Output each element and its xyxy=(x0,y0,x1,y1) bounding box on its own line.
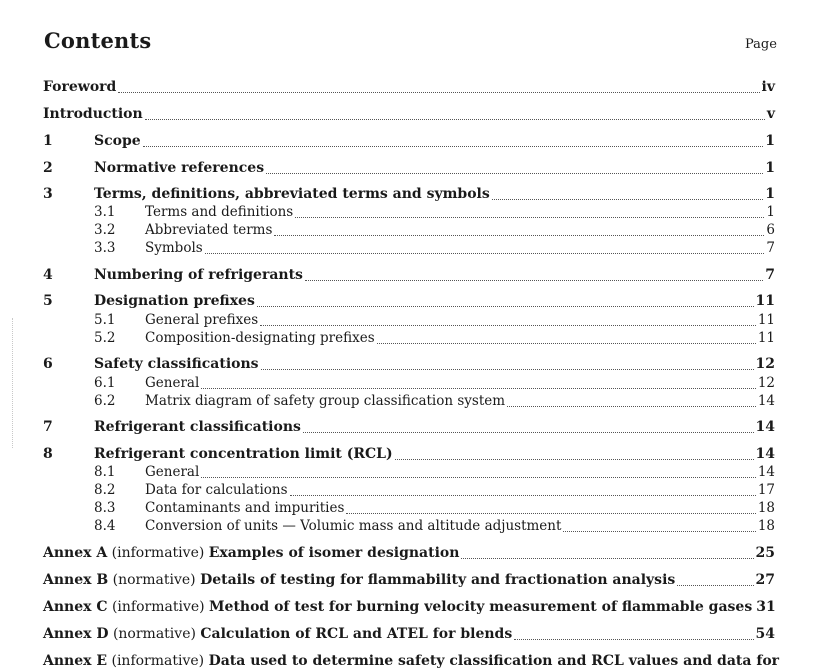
leader-dots xyxy=(303,431,754,433)
leader-dots xyxy=(507,405,756,407)
leader-dots xyxy=(395,458,754,460)
toc-entry-number: 8.4 xyxy=(94,518,116,534)
toc-annex-e[interactable] xyxy=(43,653,780,671)
toc-entry-page: 18 xyxy=(757,518,775,534)
toc-entry-page: 11 xyxy=(757,330,775,346)
leader-dots xyxy=(295,216,764,218)
toc-entry[interactable] xyxy=(43,446,775,464)
toc-entry-number: 6.2 xyxy=(94,393,116,409)
toc-subentry[interactable] xyxy=(43,375,775,393)
toc-entry-title: Safety classifications xyxy=(94,356,259,372)
toc-entry[interactable] xyxy=(43,133,775,151)
leader-dots xyxy=(201,476,756,478)
leader-dots xyxy=(143,145,764,147)
toc-entry-title: Scope xyxy=(94,133,141,149)
toc-entry-number: 8.2 xyxy=(94,482,116,498)
margin-mark xyxy=(12,318,15,448)
leader-dots xyxy=(145,118,765,120)
toc-entry-title: Conversion of units — Volumic mass and altitude adjustment xyxy=(145,518,562,534)
leader-dots xyxy=(261,368,754,370)
leader-dots xyxy=(201,387,756,389)
toc-entry-page: 12 xyxy=(755,356,775,372)
toc-entry[interactable] xyxy=(43,293,775,311)
toc-subentry[interactable] xyxy=(43,204,775,222)
leader-dots xyxy=(677,584,753,586)
toc-entry-number: 7 xyxy=(43,419,53,435)
toc-entry-title: Foreword xyxy=(43,79,117,95)
toc-entry-title: Contaminants and impurities xyxy=(145,500,345,516)
leader-dots xyxy=(492,198,764,200)
toc-entry-page: v xyxy=(766,106,775,122)
leader-dots xyxy=(260,324,756,326)
toc-entry-page: 54 xyxy=(755,626,775,642)
toc-subentry[interactable] xyxy=(43,240,775,258)
toc-entry-number: 2 xyxy=(43,160,53,176)
toc-entry-title: Data for calculations xyxy=(145,482,288,498)
annex-kind: (informative) xyxy=(111,599,205,615)
toc-entry-title: Introduction xyxy=(43,106,143,122)
toc-entry-title: Normative references xyxy=(94,160,265,176)
toc-entry-number: 8.3 xyxy=(94,500,116,516)
toc-entry-title: Abbreviated terms xyxy=(145,222,273,238)
toc-annex-c[interactable] xyxy=(43,599,775,617)
toc-entry-page: 1 xyxy=(765,133,775,149)
toc-entry-title: Numbering of refrigerants xyxy=(94,267,303,283)
toc-subentry[interactable] xyxy=(43,482,775,500)
toc-entry-page: 11 xyxy=(755,293,775,309)
annex-label: Annex A xyxy=(43,545,108,561)
annex-label: Annex E xyxy=(43,653,108,669)
annex-label: Annex B xyxy=(43,572,109,588)
annex-title: Examples of isomer designation xyxy=(208,545,460,561)
leader-dots xyxy=(257,305,754,307)
toc-entry-title: Refrigerant classifications xyxy=(94,419,301,435)
toc-entry-number: 3.1 xyxy=(94,204,116,220)
toc-entry-number: 4 xyxy=(43,267,53,283)
toc-entry-title: Designation prefixes xyxy=(94,293,255,309)
toc-entry-number: 1 xyxy=(43,133,53,149)
toc-entry-page: 7 xyxy=(765,267,775,283)
toc-entry-number: 8.1 xyxy=(94,464,116,480)
toc-entry-title: Composition-designating prefixes xyxy=(145,330,375,346)
toc-entry-page: 31 xyxy=(756,599,776,615)
toc-entry[interactable] xyxy=(43,186,775,204)
toc-entry-title: Refrigerant concentration limit (RCL) xyxy=(94,446,393,462)
toc-entry[interactable] xyxy=(43,267,775,285)
toc-entry-foreword[interactable] xyxy=(43,79,775,97)
toc-entry-number: 6.1 xyxy=(94,375,116,391)
toc-entry-number: 5.1 xyxy=(94,312,116,328)
toc-entry-number: 6 xyxy=(43,356,53,372)
toc-entry[interactable] xyxy=(43,160,775,178)
leader-dots xyxy=(205,252,765,254)
leader-dots xyxy=(461,557,753,559)
toc-entry-page: 12 xyxy=(757,375,775,391)
annex-kind: (normative) xyxy=(112,572,196,588)
leader-dots xyxy=(118,91,759,93)
toc-entry[interactable] xyxy=(43,419,775,437)
page-column-label: Page xyxy=(745,37,777,52)
leader-dots xyxy=(514,638,753,640)
toc-subentry[interactable] xyxy=(43,393,775,411)
leader-dots xyxy=(274,234,764,236)
toc-entry-number: 3.2 xyxy=(94,222,116,238)
toc-entry-page: 14 xyxy=(755,419,775,435)
toc-entry-introduction[interactable] xyxy=(43,106,775,124)
toc-entry-title: General xyxy=(145,464,200,480)
toc-entry-page: 14 xyxy=(757,464,775,480)
annex-title: Calculation of RCL and ATEL for blends xyxy=(200,626,513,642)
toc-entry-number: 3 xyxy=(43,186,53,202)
toc-subentry[interactable] xyxy=(43,518,775,536)
leader-dots xyxy=(266,172,763,174)
toc-entry-page: 6 xyxy=(766,222,775,238)
toc-subentry[interactable] xyxy=(43,500,775,518)
toc-entry-page: 1 xyxy=(765,160,775,176)
toc-entry-number: 5 xyxy=(43,293,53,309)
toc-entry-page: 1 xyxy=(765,186,775,202)
annex-title: Details of testing for flammability and fractionation analysis xyxy=(200,572,676,588)
toc-entry-number: 5.2 xyxy=(94,330,116,346)
toc-subentry[interactable] xyxy=(43,464,775,482)
page-title: Contents xyxy=(44,28,152,53)
toc-entry-page: 17 xyxy=(757,482,775,498)
toc-subentry[interactable] xyxy=(43,222,775,240)
toc-subentry[interactable] xyxy=(43,312,775,330)
leader-dots xyxy=(563,530,755,532)
toc-entry-page: 1 xyxy=(766,204,775,220)
toc-entry-page: 11 xyxy=(757,312,775,328)
toc-annex-d[interactable] xyxy=(43,626,775,644)
leader-dots xyxy=(290,494,756,496)
annex-kind: (normative) xyxy=(112,626,196,642)
toc-subentry[interactable] xyxy=(43,330,775,348)
toc-entry-page: 18 xyxy=(757,500,775,516)
annex-kind: (informative) xyxy=(111,653,205,669)
annex-title: Data used to determine safety classification and RCL values and data for xyxy=(208,653,780,669)
toc-entry-title: General xyxy=(145,375,200,391)
leader-dots xyxy=(377,342,756,344)
toc-entry-page: 14 xyxy=(757,393,775,409)
toc-entry-page: 7 xyxy=(766,240,775,256)
leader-dots xyxy=(305,279,763,281)
annex-label: Annex C xyxy=(43,599,108,615)
annex-title: Method of test for burning velocity measurement of flammable gases xyxy=(209,599,753,615)
annex-kind: (informative) xyxy=(111,545,205,561)
toc-annex-b[interactable] xyxy=(43,572,775,590)
toc-entry-page: 25 xyxy=(755,545,775,561)
toc-entry-number: 3.3 xyxy=(94,240,116,256)
toc-entry-title: Terms and definitions xyxy=(145,204,294,220)
toc-entry[interactable] xyxy=(43,356,775,374)
toc-annex-a[interactable] xyxy=(43,545,775,563)
toc-entry-page: 27 xyxy=(755,572,775,588)
toc-entry-title: Matrix diagram of safety group classification system xyxy=(145,393,506,409)
toc-entry-title: Terms, definitions, abbreviated terms and symbols xyxy=(94,186,490,202)
toc-entry-title: Symbols xyxy=(145,240,203,256)
toc-entry-page: iv xyxy=(761,79,775,95)
toc-entry-title: General prefixes xyxy=(145,312,259,328)
annex-label: Annex D xyxy=(43,626,109,642)
toc-entry-number: 8 xyxy=(43,446,53,462)
leader-dots xyxy=(346,512,755,514)
toc-entry-page: 14 xyxy=(755,446,775,462)
